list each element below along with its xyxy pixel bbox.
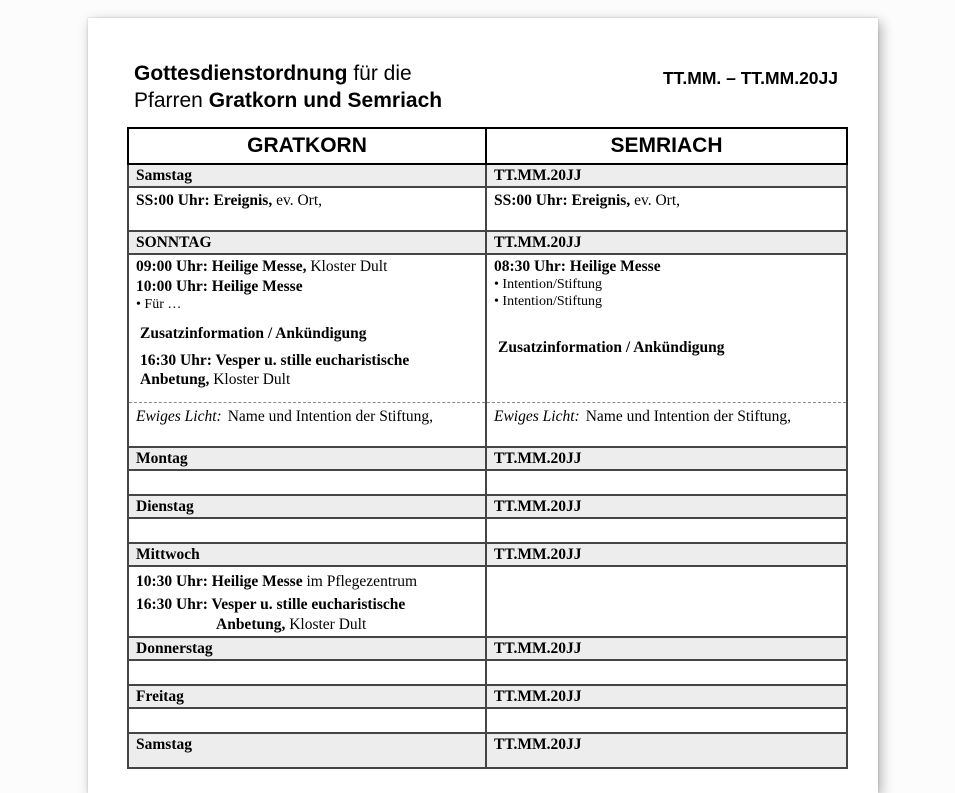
vesper-regular: Kloster Dult bbox=[285, 616, 367, 633]
vesper-line bbox=[136, 351, 470, 390]
empty-cell bbox=[486, 470, 847, 495]
day-label-monday: Montag bbox=[128, 447, 486, 470]
day-label-sunday: SONNTAG bbox=[128, 231, 486, 254]
title-regular-1: für die bbox=[347, 62, 412, 85]
date-cell-monday: TT.MM.20JJ bbox=[486, 447, 847, 470]
mass-bold: 09:00 Uhr: Heilige Messe, bbox=[136, 258, 307, 275]
day-label-wednesday: Mittwoch bbox=[128, 543, 486, 566]
day-label-saturday-next: Samstag bbox=[128, 733, 486, 768]
empty-content-row bbox=[128, 708, 847, 733]
mass-line bbox=[136, 571, 478, 592]
empty-cell bbox=[486, 660, 847, 685]
ewiges-licht-row bbox=[128, 403, 847, 448]
column-header-semriach: SEMRIACH bbox=[486, 128, 847, 164]
title-line-2 bbox=[134, 87, 442, 114]
title-regular-2: Pfarren bbox=[134, 89, 209, 112]
mass-line bbox=[136, 257, 478, 277]
day-label-friday: Freitag bbox=[128, 685, 486, 708]
intention-bullet: • Intention/Stiftung bbox=[494, 293, 602, 309]
day-row-friday bbox=[128, 685, 847, 708]
mass-bold: 08:30 Uhr: Heilige Messe bbox=[494, 258, 661, 275]
date-cell-friday: TT.MM.20JJ bbox=[486, 685, 847, 708]
date-cell-sunday: TT.MM.20JJ bbox=[486, 231, 847, 254]
saturday-semriach-cell bbox=[486, 187, 847, 231]
date-cell-saturday-next: TT.MM.20JJ bbox=[486, 733, 847, 768]
empty-content-row bbox=[128, 470, 847, 495]
title-bold-1: Gottesdienstordnung bbox=[134, 62, 348, 85]
sunday-semriach-cell bbox=[486, 254, 847, 403]
empty-cell bbox=[128, 660, 486, 685]
title-line-1 bbox=[134, 60, 442, 87]
event-line bbox=[136, 191, 478, 211]
wednesday-gratkorn-cell bbox=[128, 566, 486, 637]
empty-cell bbox=[128, 470, 486, 495]
empty-content-row bbox=[128, 518, 847, 543]
day-row-sunday bbox=[128, 231, 847, 254]
sunday-gratkorn-cell bbox=[128, 254, 486, 403]
schedule-table bbox=[127, 127, 848, 769]
empty-cell bbox=[486, 518, 847, 543]
empty-cell bbox=[128, 708, 486, 733]
document-page bbox=[88, 18, 878, 793]
ewiges-licht-label: Ewiges Licht: bbox=[494, 408, 580, 425]
event-regular: ev. Ort, bbox=[630, 192, 681, 209]
ewiges-licht-text: Name und Intention der Stiftung, bbox=[585, 408, 792, 425]
column-header-gratkorn: GRATKORN bbox=[128, 128, 486, 164]
day-row-saturday bbox=[128, 164, 847, 187]
vesper-line: 16:30 Uhr: Vesper u. stille eucharistische bbox=[136, 596, 406, 613]
event-bold: SS:00 Uhr: Ereignis, bbox=[136, 192, 273, 209]
event-regular: ev. Ort, bbox=[272, 192, 323, 209]
event-line bbox=[494, 191, 839, 211]
sunday-content-row bbox=[128, 254, 847, 403]
vesper-bold: 16:30 Uhr: Vesper u. stille eucharistische Anbetung, bbox=[140, 351, 410, 388]
ewiges-licht-label: Ewiges Licht: bbox=[136, 408, 222, 425]
intention-bullet: • Intention/Stiftung bbox=[494, 277, 602, 292]
date-range: TT.MM. – TT.MM.20JJ bbox=[662, 68, 838, 88]
intention-bullet: • Für … bbox=[136, 297, 182, 312]
date-cell-tuesday: TT.MM.20JJ bbox=[486, 495, 847, 518]
day-row-tuesday bbox=[128, 495, 847, 518]
day-label-thursday: Donnerstag bbox=[128, 637, 486, 660]
announcement-line: Zusatzinformation / Ankündigung bbox=[140, 324, 367, 342]
date-cell-thursday: TT.MM.20JJ bbox=[486, 637, 847, 660]
mass-bold: 10:30 Uhr: Heilige Messe bbox=[136, 573, 303, 590]
mass-bold: 10:00 Uhr: Heilige Messe bbox=[136, 278, 303, 295]
wednesday-content-row bbox=[128, 566, 847, 637]
ewiges-licht-text: Name und Intention der Stiftung, bbox=[227, 408, 434, 425]
saturday-content-row bbox=[128, 187, 847, 231]
empty-cell bbox=[128, 518, 486, 543]
mass-line bbox=[136, 277, 478, 297]
mass-line bbox=[494, 257, 839, 277]
wednesday-semriach-cell bbox=[486, 566, 847, 637]
vesper-line-continued bbox=[136, 615, 478, 635]
event-bold: SS:00 Uhr: Ereignis, bbox=[494, 192, 631, 209]
day-row-wednesday bbox=[128, 543, 847, 566]
empty-cell bbox=[486, 708, 847, 733]
document-title bbox=[134, 60, 442, 114]
empty-content-row bbox=[128, 660, 847, 685]
day-label-tuesday: Dienstag bbox=[128, 495, 486, 518]
announcement-line: Zusatzinformation / Ankündigung bbox=[498, 339, 725, 356]
date-cell-wednesday: TT.MM.20JJ bbox=[486, 543, 847, 566]
saturday-gratkorn-cell bbox=[128, 187, 486, 231]
ewiges-licht-gratkorn-cell bbox=[128, 403, 486, 448]
mass-regular: Kloster Dult bbox=[306, 258, 388, 275]
vesper-regular: Kloster Dult bbox=[209, 371, 291, 388]
day-row-thursday bbox=[128, 637, 847, 660]
vesper-bold: Anbetung, bbox=[216, 616, 286, 633]
table-header-row bbox=[128, 128, 847, 164]
mass-regular: im Pflegezentrum bbox=[302, 573, 418, 590]
day-row-monday bbox=[128, 447, 847, 470]
ewiges-licht-semriach-cell bbox=[486, 403, 847, 448]
date-cell-saturday: TT.MM.20JJ bbox=[486, 164, 847, 187]
day-label-saturday: Samstag bbox=[128, 164, 486, 187]
title-bold-2: Gratkorn und Semriach bbox=[208, 89, 443, 112]
